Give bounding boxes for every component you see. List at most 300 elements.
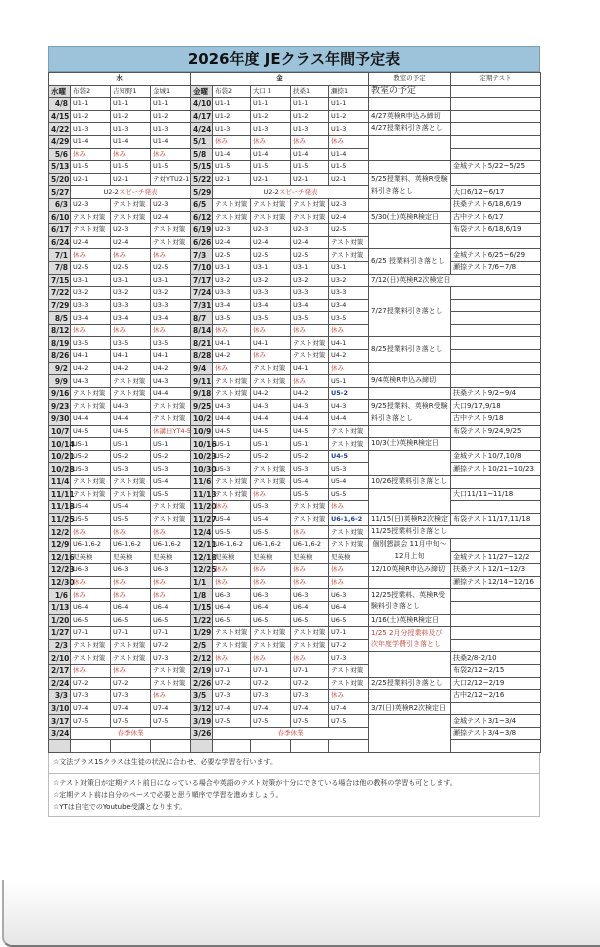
wed-class-cell: U6-4	[111, 601, 151, 614]
fri-class-cell: テスト対策	[329, 236, 369, 249]
exam-schedule	[451, 639, 541, 652]
fri-class-cell: U1-5	[251, 161, 291, 174]
fri-date: 12/18	[191, 551, 213, 564]
wed-class-cell: テスト対策	[71, 652, 111, 665]
fri-class-cell: 休み	[213, 576, 251, 589]
wed-date: 11/11	[49, 488, 71, 501]
fri-class-cell: U1-1	[291, 98, 329, 111]
wed-class-cell: テスト対策	[111, 198, 151, 211]
wed-class-cell: U7-5	[111, 715, 151, 728]
fri-class-cell: テスト対策	[329, 526, 369, 539]
exam-schedule: 古中テスト6/17	[451, 211, 541, 224]
wed-class-cell: U1-2	[151, 110, 191, 123]
wed-class-cell: U5-5	[151, 488, 191, 501]
wed-date	[49, 740, 71, 753]
fri-class-cell: U4-3	[213, 400, 251, 413]
wed-class-cell: 休み	[151, 324, 191, 337]
fri-class-cell: U1-5	[291, 161, 329, 174]
fri-class-cell: 休み	[291, 375, 329, 388]
wed-class-cell: テスト対策	[151, 224, 191, 237]
wed-class-cell: U7-2	[111, 677, 151, 690]
table-row	[49, 589, 541, 602]
classroom-event	[369, 488, 451, 513]
exam-schedule: 大口9/17,9/18	[451, 400, 541, 413]
wed-class-cell: テスト対策	[71, 400, 111, 413]
classroom-event	[369, 425, 451, 438]
fri-class-cell: U2-1	[329, 173, 369, 186]
wed-merged-cell: 春季休業	[71, 727, 191, 740]
fri-date: 3/12	[191, 702, 213, 715]
fri-class-cell: 休み	[213, 564, 251, 577]
wed-class-cell: 休み	[71, 324, 111, 337]
wed-class-cell: U5-3	[151, 463, 191, 476]
table-row	[49, 362, 541, 375]
fri-class-cell: U2-3	[291, 224, 329, 237]
table-row	[49, 425, 541, 438]
fri-class-cell: U1-1	[251, 98, 291, 111]
wed-class-cell: テスト対策	[151, 501, 191, 514]
wed-class-cell: U3-5	[151, 337, 191, 350]
fri-class-cell: U5-1	[291, 438, 329, 451]
table-row	[49, 677, 541, 690]
speech-label: スピーチ発表	[278, 187, 318, 196]
classroom-event: 11/25授業料引き落とし	[369, 526, 541, 539]
fri-class-cell: U4-5	[213, 425, 251, 438]
events-sub-header: 教室の予定	[369, 85, 451, 98]
wed-class-cell: テスト対策	[111, 387, 151, 400]
wed-class-cell: U7-5	[71, 715, 111, 728]
fri-merged-cell	[213, 186, 369, 199]
fri-date: 9/11	[191, 375, 213, 388]
wed-class-cell: U3-4	[71, 312, 111, 325]
fri-class-cell: テスト対策	[291, 350, 329, 363]
table-row	[49, 576, 541, 589]
wed-class-cell: 休み	[111, 249, 151, 262]
exam-schedule	[451, 123, 541, 136]
note: ☆テスト対策日が定期テスト前日になっている場合や英語のテスト対策が十分にできている場合は他の教科の学習も可とします。	[53, 779, 457, 788]
fri-group-header: 金	[191, 73, 369, 86]
fri-date: 12/4	[191, 526, 213, 539]
wed-class-cell: 児英検	[111, 551, 151, 564]
fri-class-cell: U5-2	[213, 450, 251, 463]
wed-date: 9/2	[49, 362, 71, 375]
exam-schedule	[451, 324, 541, 337]
classroom-event: 7/12(日)英検R2次検定日	[369, 274, 541, 287]
wed-class-cell: テスト対策	[151, 513, 191, 526]
wed-class-cell: テスト対策	[71, 488, 111, 501]
wed-class-cell: 休み	[151, 249, 191, 262]
fri-class-cell: U7-1	[251, 664, 291, 677]
fri-class-cell: U5-5	[251, 526, 291, 539]
wed-date: 7/1	[49, 249, 71, 262]
fri-merged-cell: 春季休業	[213, 727, 369, 740]
classroom-event	[369, 362, 451, 375]
fri-date: 5/29	[191, 186, 213, 199]
fri-class-cell: テスト対策	[213, 627, 251, 640]
classroom-event: 3/7(日)英検R2次検定日	[369, 702, 451, 715]
fri-class-cell: U1-3	[213, 123, 251, 136]
fri-date: 12/11	[191, 538, 213, 551]
wed-date: 9/16	[49, 387, 71, 400]
table-row	[49, 135, 541, 148]
wed-date: 5/13	[49, 161, 71, 174]
exam-schedule	[451, 98, 541, 111]
wed-class-cell: U6-1,6-2	[151, 538, 191, 551]
classroom-event: 4/27授業料引き落とし	[369, 123, 451, 136]
fri-class-cell: U2-5	[213, 249, 251, 262]
table-row	[49, 98, 541, 111]
fri-class-cell: U2-3	[251, 224, 291, 237]
wed-class-cell: 休み	[111, 148, 151, 161]
fri-class-cell: U3-1	[291, 261, 329, 274]
classroom-event: 7/27授業料引き落とし	[369, 287, 451, 337]
wed-class-cell: U3-1	[111, 274, 151, 287]
table-row	[49, 614, 541, 627]
fri-date: 5/15	[191, 161, 213, 174]
fri-class-cell: U3-3	[213, 287, 251, 300]
fri-date: 6/19	[191, 224, 213, 237]
fri-class-cell: 休み	[251, 350, 291, 363]
table-row	[49, 324, 541, 337]
wed-class-cell: 休み	[71, 526, 111, 539]
wed-class-cell: U5-3	[111, 463, 151, 476]
fri-class-cell: 休み	[291, 564, 329, 577]
wed-date: 6/24	[49, 236, 71, 249]
wed-class-cell	[111, 740, 151, 753]
fri-class-cell: U3-1	[329, 261, 369, 274]
note-box-2	[48, 774, 540, 817]
fri-class-cell: U4-3	[291, 400, 329, 413]
fri-class-cell: テスト対策	[251, 639, 291, 652]
wed-class-cell: 休み	[71, 664, 111, 677]
exam-schedule	[451, 287, 541, 300]
table-row	[49, 123, 541, 136]
fri-class-cell: U7-1	[329, 627, 369, 640]
note: ☆定期テスト前は自分のペースで必要と思う順序で学習を進めましょう。	[53, 791, 283, 800]
wed-class-cell: U6-4	[151, 601, 191, 614]
fri-class-cell: U5-3	[213, 463, 251, 476]
fri-class-cell: U3-5	[291, 312, 329, 325]
exam-schedule	[451, 362, 541, 375]
table-row	[49, 702, 541, 715]
table-row	[49, 715, 541, 728]
fri-date: 11/6	[191, 476, 213, 489]
fri-class-cell: U3-5	[213, 312, 251, 325]
fri-class-cell: 児英検	[291, 551, 329, 564]
table-row	[49, 274, 541, 287]
fri-class-cell: U2-1	[291, 173, 329, 186]
classroom-event: 2/25授業料引き落とし	[369, 677, 451, 690]
lesson-code: U2-2	[263, 187, 279, 196]
fri-class-cell: U7-1	[213, 664, 251, 677]
fri-class-cell: U7-2	[329, 639, 369, 652]
wed-class-cell: U3-1	[151, 274, 191, 287]
classroom-event: 9/4英検R申込み締切	[369, 375, 451, 388]
fri-class-cell: U5-1	[251, 438, 291, 451]
wed-class-cell: U4-1	[151, 350, 191, 363]
fri-class-cell: 休み	[291, 576, 329, 589]
exam-schedule	[451, 312, 541, 325]
fri-class-cell: U4-1	[291, 362, 329, 375]
classroom-event: 個別懇談会 11月中旬〜12月上旬	[369, 538, 451, 563]
fri-class-cell: U5-5	[329, 488, 369, 501]
wed-class-cell: U6-4	[71, 601, 111, 614]
fri-class-cell: U3-4	[251, 299, 291, 312]
table-row	[49, 727, 541, 740]
fri-class-cell: テスト対策	[291, 501, 329, 514]
exam-schedule: 古中テスト9/18	[451, 413, 541, 426]
wed-col-header: 金城1	[151, 85, 191, 98]
fri-date: 2/5	[191, 639, 213, 652]
exam-schedule: 瀬捺テスト10/21~10/23	[451, 463, 541, 476]
table-row	[49, 652, 541, 665]
fri-date: 8/21	[191, 337, 213, 350]
fri-class-cell: 休み	[251, 576, 291, 589]
fri-class-cell: U5-1	[213, 438, 251, 451]
fri-class-cell: テスト対策	[251, 463, 291, 476]
wed-class-cell: U7-3	[111, 690, 151, 703]
wed-date: 10/21	[49, 450, 71, 463]
wed-class-cell: U1-4	[71, 135, 111, 148]
schedule-table	[48, 72, 541, 753]
fri-class-cell: U5-2	[329, 387, 369, 400]
wed-date: 11/18	[49, 501, 71, 514]
fri-class-cell: 休み	[291, 526, 329, 539]
page-title: 2026年度 JEクラス年間予定表	[48, 46, 540, 72]
fri-class-cell: U2-1	[251, 173, 291, 186]
wed-date: 1/6	[49, 589, 71, 602]
wed-class-cell: U6-5	[111, 614, 151, 627]
exams-sub-header	[451, 85, 541, 98]
wed-date: 2/3	[49, 639, 71, 652]
fri-class-cell: U5-4	[213, 513, 251, 526]
fri-class-cell: テスト対策	[291, 198, 329, 211]
fri-class-cell: U2-3	[213, 224, 251, 237]
wed-class-cell: 休み	[111, 664, 151, 677]
note-box-1	[48, 753, 540, 774]
wed-class-cell: U2-5	[71, 261, 111, 274]
wed-class-cell: U4-3	[151, 375, 191, 388]
fri-date: 10/30	[191, 463, 213, 476]
exam-schedule	[451, 702, 541, 715]
fri-class-cell: テスト対策	[251, 375, 291, 388]
wed-date: 10/7	[49, 425, 71, 438]
wed-class-cell: テスト対策	[71, 224, 111, 237]
wed-class-cell: U3-2	[71, 287, 111, 300]
fri-date: 12/25	[191, 564, 213, 577]
fri-class-cell: U7-4	[291, 702, 329, 715]
wed-date: 6/10	[49, 211, 71, 224]
wed-class-cell: U5-2	[151, 450, 191, 463]
wed-class-cell: 休み	[111, 324, 151, 337]
wed-date: 12/2	[49, 526, 71, 539]
wed-class-cell: U6-5	[71, 614, 111, 627]
fri-class-cell: U4-3	[251, 400, 291, 413]
fri-class-cell: U1-2	[251, 110, 291, 123]
wed-class-cell: U5-1	[71, 438, 111, 451]
fri-class-cell	[251, 740, 291, 753]
fri-class-cell: U7-2	[213, 677, 251, 690]
fri-date: 3/5	[191, 690, 213, 703]
fri-class-cell: U6-4	[329, 601, 369, 614]
fri-class-cell: U6-3	[291, 589, 329, 602]
wed-class-cell: テスト対策	[71, 639, 111, 652]
fri-class-cell: U3-4	[329, 299, 369, 312]
exam-schedule: 布袋テスト11/17,11/18	[451, 513, 541, 526]
wed-day-header: 水曜	[49, 85, 71, 98]
wed-date: 8/19	[49, 337, 71, 350]
fri-class-cell: U6-3	[251, 589, 291, 602]
fri-date: 6/12	[191, 211, 213, 224]
fri-class-cell: U7-5	[291, 715, 329, 728]
fri-class-cell: 休み	[329, 576, 369, 589]
wed-class-cell: U3-4	[111, 312, 151, 325]
table-row	[49, 375, 541, 388]
wed-class-cell: 休み	[111, 576, 151, 589]
fri-class-cell: U2-5	[329, 224, 369, 237]
fri-date: 8/7	[191, 312, 213, 325]
exams-group-header: 定期テスト	[451, 73, 541, 86]
fri-class-cell: U2-4	[291, 236, 329, 249]
wed-class-cell: U4-5	[111, 425, 151, 438]
table-row	[49, 564, 541, 577]
fri-date: 9/25	[191, 400, 213, 413]
fri-date: 3/19	[191, 715, 213, 728]
wed-class-cell: テスト対策	[111, 375, 151, 388]
wed-class-cell: テスト対策	[151, 664, 191, 677]
fri-class-cell: 休み	[251, 324, 291, 337]
exam-schedule	[451, 350, 541, 363]
fri-date: 1/1	[191, 576, 213, 589]
fri-class-cell: 休み	[329, 362, 369, 375]
wed-class-cell: U5-2	[111, 450, 151, 463]
wed-date: 2/10	[49, 652, 71, 665]
classroom-event	[369, 450, 451, 475]
wed-date: 9/30	[49, 413, 71, 426]
wed-class-cell: U4-2	[151, 362, 191, 375]
table-row	[49, 211, 541, 224]
fri-col-header: 瀬捺1	[329, 85, 369, 98]
wed-class-cell: U7-4	[151, 702, 191, 715]
exam-schedule	[451, 299, 541, 312]
table-row	[49, 261, 541, 274]
fri-class-cell: U3-1	[251, 261, 291, 274]
wed-class-cell: U1-3	[151, 123, 191, 136]
wed-date: 9/9	[49, 375, 71, 388]
wed-class-cell: U7-2	[71, 677, 111, 690]
wed-class-cell: U5-4	[151, 476, 191, 489]
fri-class-cell: テスト対策	[329, 438, 369, 451]
fri-day-header: 金曜	[191, 85, 213, 98]
fri-class-cell: U2-1	[213, 173, 251, 186]
fri-date: 1/29	[191, 627, 213, 640]
wed-date: 1/27	[49, 627, 71, 640]
wed-class-cell: U7-4	[111, 702, 151, 715]
fri-class-cell: U1-4	[329, 148, 369, 161]
fri-class-cell: U5-3	[291, 463, 329, 476]
exam-schedule: 金城テスト6/25~6/29	[451, 249, 541, 262]
classroom-event: 10/3(土)英検R検定日	[369, 438, 451, 451]
wed-class-cell: テスト対策	[111, 652, 151, 665]
fri-class-cell: 休み	[291, 652, 329, 665]
fri-class-cell: U4-1	[329, 337, 369, 350]
wed-class-cell: 休み	[71, 148, 111, 161]
fri-class-cell: U7-3	[251, 690, 291, 703]
fri-class-cell	[213, 740, 251, 753]
table-row	[49, 161, 541, 174]
wed-date: 7/8	[49, 261, 71, 274]
table-row	[49, 186, 541, 199]
wed-date: 8/26	[49, 350, 71, 363]
fri-class-cell: U4-1	[251, 337, 291, 350]
wed-class-cell: U2-1	[111, 173, 151, 186]
fri-class-cell: U6-5	[213, 614, 251, 627]
fri-class-cell: U5-3	[251, 501, 291, 514]
fri-class-cell: U7-4	[251, 702, 291, 715]
fri-class-cell: U2-5	[251, 249, 291, 262]
wed-date: 2/17	[49, 664, 71, 677]
classroom-event	[369, 198, 451, 211]
wed-class-cell: U4-2	[71, 362, 111, 375]
fri-class-cell: U3-2	[213, 274, 251, 287]
exam-schedule	[451, 614, 541, 627]
fri-class-cell: U5-2	[251, 450, 291, 463]
fri-date: 6/5	[191, 198, 213, 211]
note: ☆文法プラス1Sクラスは生徒の状況に合わせ、必要な学習を行います。	[53, 758, 277, 767]
fri-date	[191, 740, 213, 753]
exam-schedule	[451, 337, 541, 350]
table-row	[49, 198, 541, 211]
fri-class-cell: 児英検	[213, 551, 251, 564]
fri-date: 9/18	[191, 387, 213, 400]
fri-class-cell: U3-3	[291, 287, 329, 300]
table-row	[49, 526, 541, 539]
table-row	[49, 299, 541, 312]
fri-class-cell: テスト対策	[213, 375, 251, 388]
fri-class-cell: 休み	[251, 652, 291, 665]
fri-class-cell: 休み	[329, 564, 369, 577]
wed-class-cell: 休み	[151, 690, 191, 703]
fri-date: 10/9	[191, 425, 213, 438]
exam-schedule	[451, 589, 541, 602]
fri-date: 2/26	[191, 677, 213, 690]
table-row	[49, 387, 541, 400]
wed-class-cell: U3-5	[111, 337, 151, 350]
fri-class-cell: テスト対策	[291, 211, 329, 224]
fri-class-cell: U2-5	[291, 249, 329, 262]
fri-class-cell: テスト対策	[329, 677, 369, 690]
fri-class-cell: U3-2	[251, 274, 291, 287]
fri-class-cell: 休み	[251, 135, 291, 148]
wed-class-cell: テスト対策	[71, 387, 111, 400]
lesson-code: U2-2	[103, 187, 119, 196]
wed-date: 3/24	[49, 727, 71, 740]
wed-class-cell: U2-3	[151, 198, 191, 211]
fri-date: 8/14	[191, 324, 213, 337]
fri-class-cell: U5-4	[251, 513, 291, 526]
fri-class-cell: テスト対策	[213, 639, 251, 652]
wed-class-cell: U5-1	[111, 438, 151, 451]
wed-class-cell: U1-1	[71, 98, 111, 111]
table-row	[49, 224, 541, 237]
wed-class-cell: U7-2	[151, 639, 191, 652]
fri-class-cell: U6-3	[213, 589, 251, 602]
wed-class-cell: U2-5	[151, 261, 191, 274]
fri-class-cell: U6-5	[329, 614, 369, 627]
wed-class-cell: U2-4	[151, 211, 191, 224]
wed-date: 3/17	[49, 715, 71, 728]
fri-class-cell: U4-5	[329, 450, 369, 463]
